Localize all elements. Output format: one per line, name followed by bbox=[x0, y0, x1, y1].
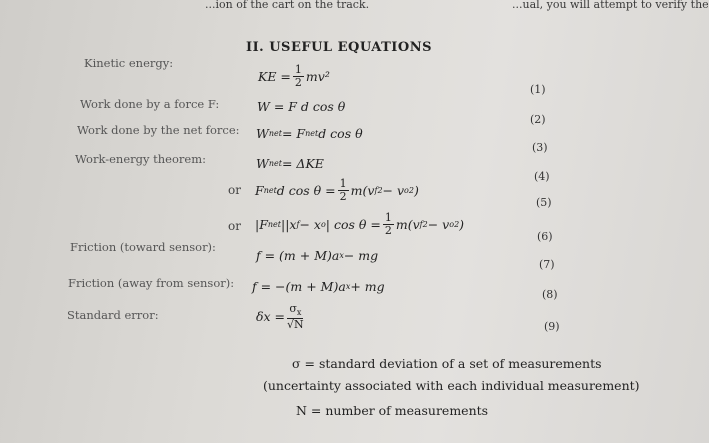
or-label-1: or bbox=[228, 183, 241, 197]
equation-number-1: (1) bbox=[530, 83, 546, 96]
equation-number-4: (4) bbox=[534, 170, 550, 183]
equation-number-9: (9) bbox=[544, 320, 560, 333]
equation-5: F net d cos θ = $\frac{1}{2}$ m(v f 2 − v o 2 ) bbox=[255, 177, 419, 203]
equation-work-energy: W net = ΔKE bbox=[256, 156, 324, 171]
label-work-net: Work done by the net force: bbox=[77, 123, 240, 137]
equation-number-2: (2) bbox=[530, 113, 546, 126]
equation-number-6: (6) bbox=[537, 230, 553, 243]
label-friction-away: Friction (away from sensor): bbox=[68, 276, 235, 290]
or-label-2: or bbox=[228, 219, 241, 233]
equation-friction-toward: f = (m + M)a x − mg bbox=[256, 248, 379, 263]
equation-number-8: (8) bbox=[542, 288, 558, 301]
label-standard-error: Standard error: bbox=[67, 308, 159, 322]
equation-6: |F net ||x f − x o | cos θ = $\frac{1}{2}$ m(v f 2 − v o 2 ) bbox=[255, 211, 465, 237]
definition-sigma: σ = standard deviation of a set of measurements bbox=[292, 356, 602, 371]
equation-number-3: (3) bbox=[532, 141, 548, 154]
equation-work-net: W net = F net d cos θ bbox=[256, 126, 363, 141]
equation-number-5: (5) bbox=[536, 196, 552, 209]
equation-number-7: (7) bbox=[539, 258, 555, 271]
equation-kinetic-energy: KE = $\frac{1}{2}$ mv² bbox=[258, 63, 330, 89]
definition-n: N = number of measurements bbox=[296, 403, 489, 418]
definition-uncertainty: (uncertainty associated with each individual measurement) bbox=[263, 378, 640, 393]
label-friction-toward: Friction (toward sensor): bbox=[70, 240, 216, 254]
label-work-energy-theorem: Work-energy theorem: bbox=[75, 152, 206, 166]
equation-work: W = F d cos θ bbox=[257, 99, 346, 114]
equation-friction-away: f = −(m + M)a x + mg bbox=[252, 279, 385, 294]
label-work-force: Work done by a force F: bbox=[80, 97, 220, 111]
equation-standard-error: δx = $\frac{\sigma_x}{√N}$ bbox=[256, 302, 304, 331]
top-text-fragment-left: ...ion of the cart on the track. bbox=[205, 0, 370, 11]
section-title: II. USEFUL EQUATIONS bbox=[246, 40, 432, 55]
top-text-fragment-right: ...ual, you will attempt to verify the bbox=[512, 0, 709, 11]
label-kinetic-energy: Kinetic energy: bbox=[84, 56, 174, 70]
